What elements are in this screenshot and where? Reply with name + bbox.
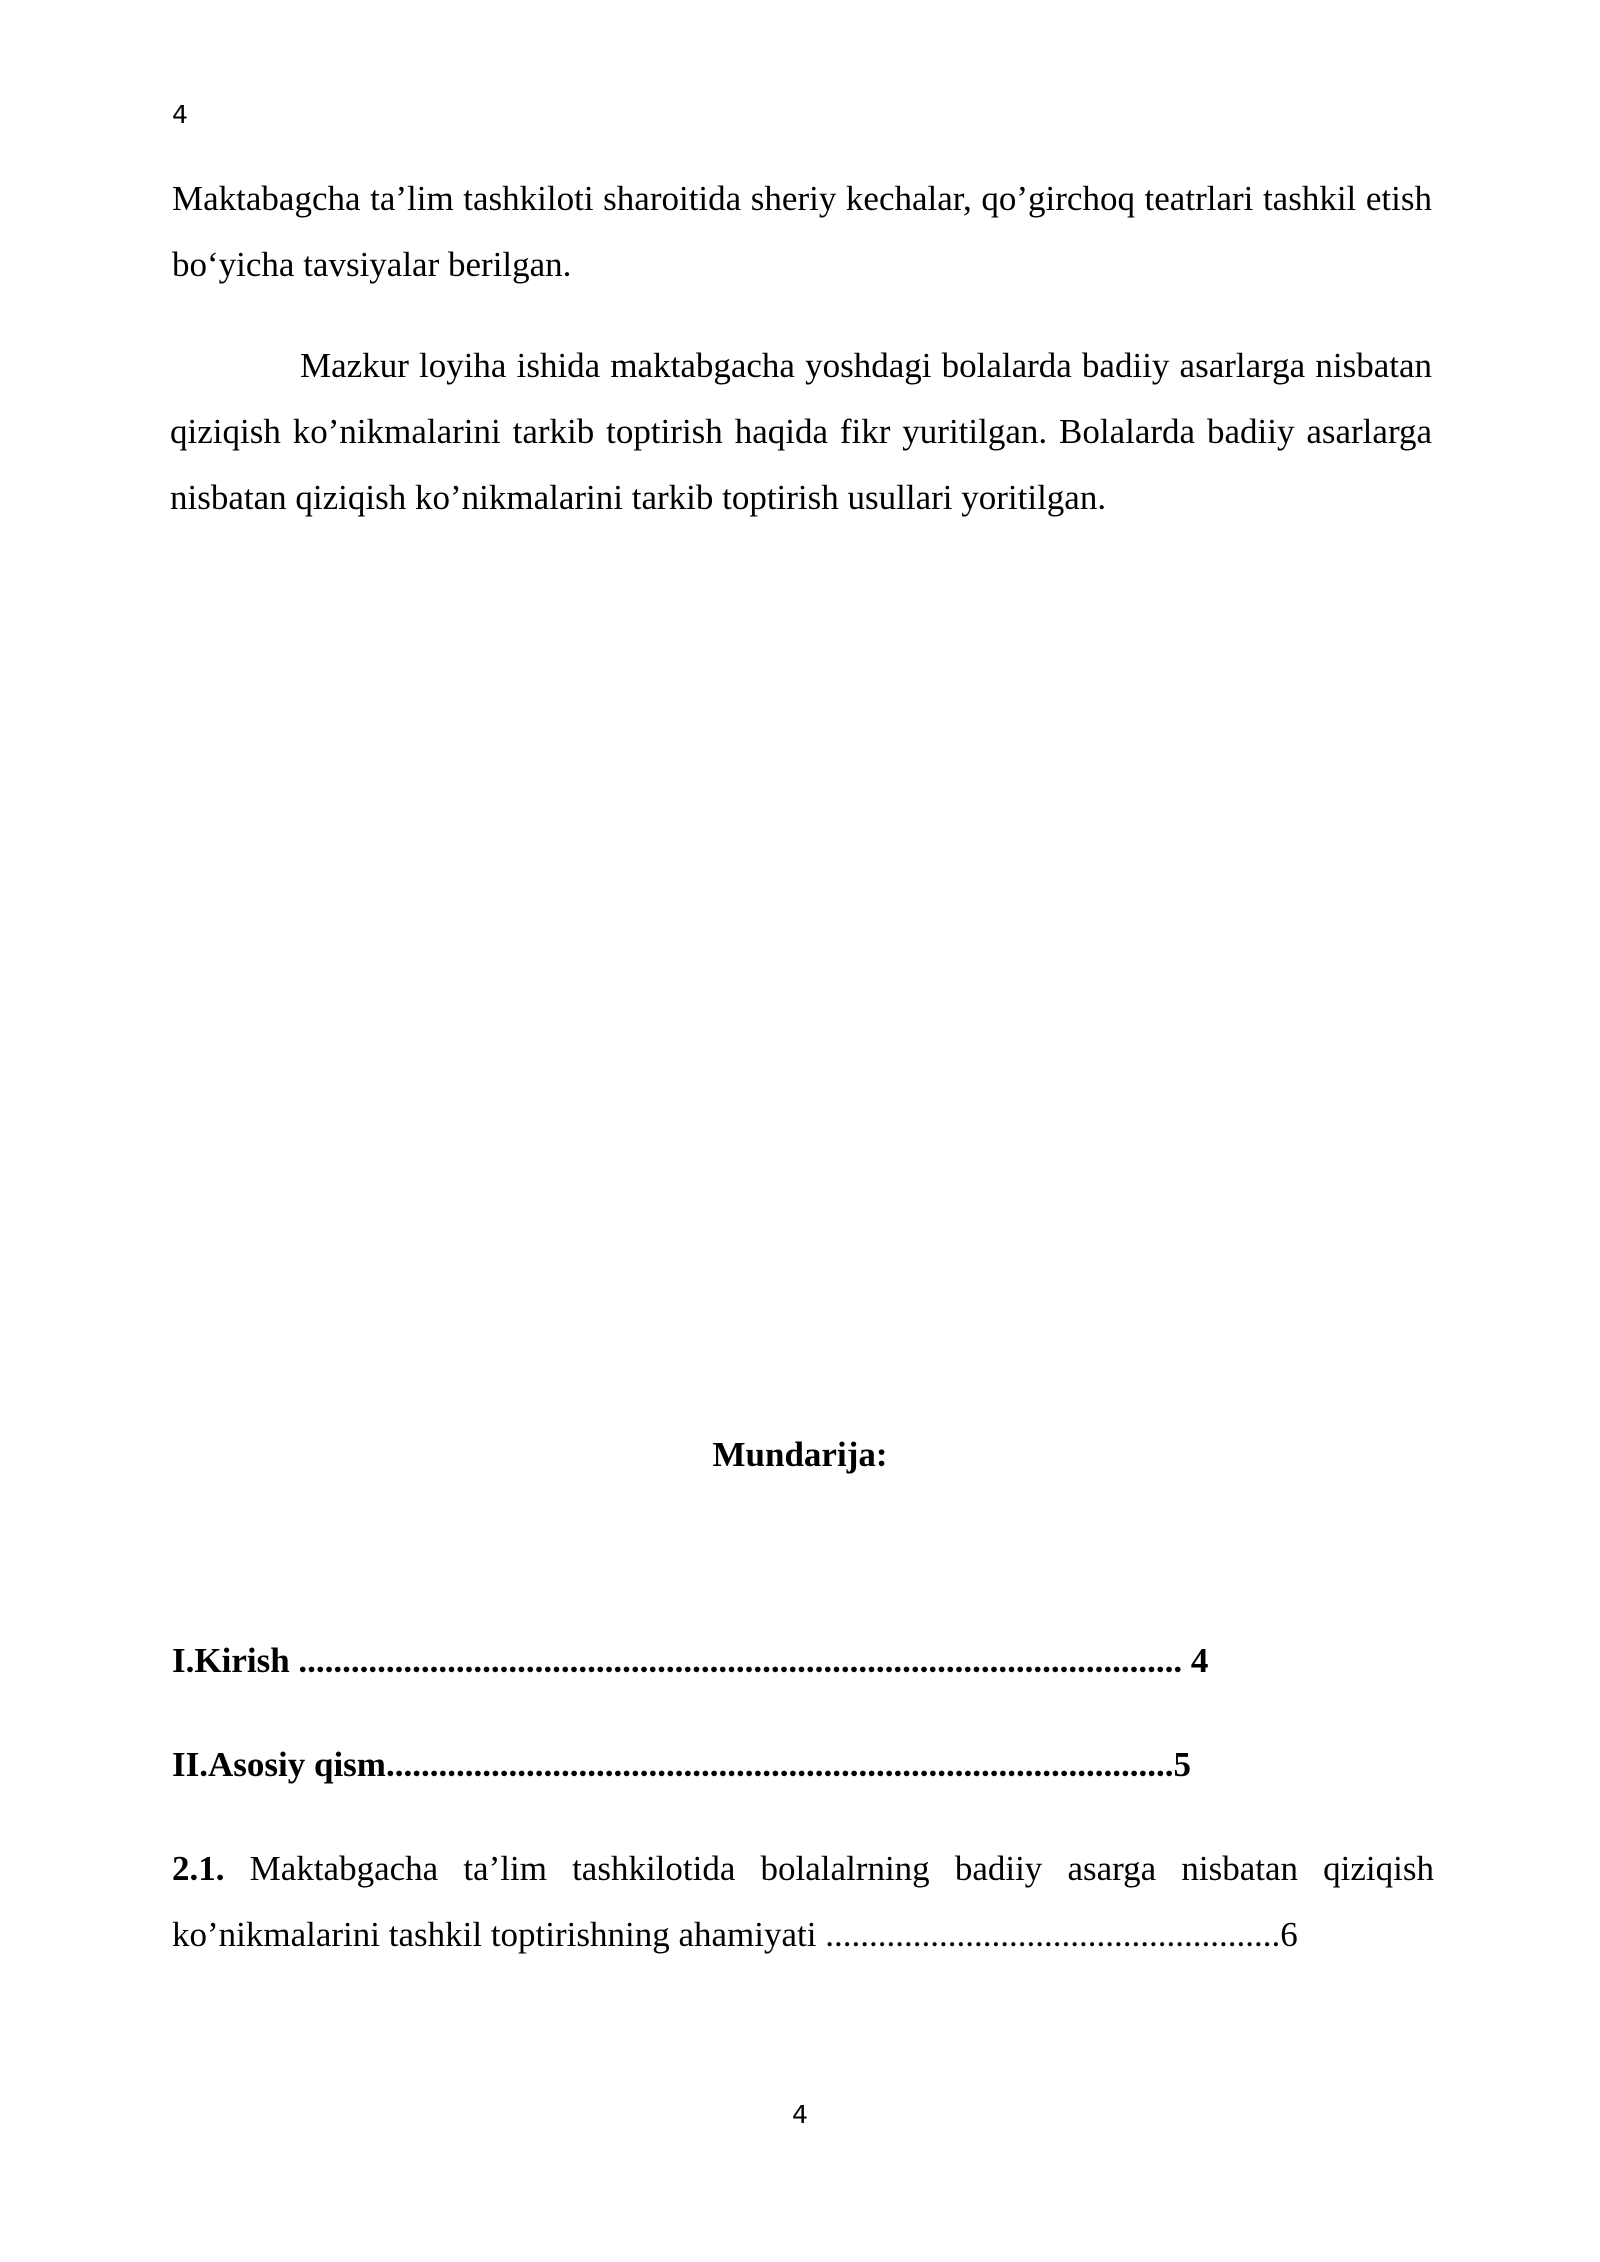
toc-heading: Mundarija: <box>712 1435 888 1474</box>
toc-item-page: 5 <box>1173 1745 1191 1784</box>
toc-item-page: 4 <box>1190 1641 1209 1680</box>
toc-item-label: I.Kirish <box>172 1641 299 1680</box>
body-paragraph-1: Maktabagcha ta’lim tashkiloti sharoitida sheriy kechalar, qo’girchoq teatrlari tashkil etish bo‘yicha tavsiyalar berilgan. <box>172 179 1432 284</box>
toc-item-kirish <box>172 1638 1408 1684</box>
body-paragraph-2: Mazkur loyiha ishida maktabgacha yoshdagi bolalarda badiiy asarlarga nisbatan qiziqish ko’nikmalarini tarkib toptirish haqida fikr yuritilgan. Bolalarda badiiy asarlarga nisbatan qiziqish ko’nikmalarini tarkib toptirish usullari yoritilgan. <box>170 346 1432 517</box>
toc-item-leader: .......................................................................................... <box>385 1745 1174 1784</box>
toc-item-text: Maktabgacha ta’lim tashkilotida bolalalrning badiiy asarga nisbatan qiziqish ko’nikmalarini tashkil toptirishning ahamiyati <box>172 1849 1434 1954</box>
toc-item-label: II.Asosiy qism <box>172 1745 386 1784</box>
toc-item-leader: .................................................... <box>825 1915 1281 1954</box>
toc-item-number: 2.1. <box>172 1849 225 1888</box>
toc-item-page: 6 <box>1280 1915 1298 1954</box>
header-page-number: 4 <box>172 100 188 129</box>
toc-item-2-1 <box>172 1836 1434 1968</box>
footer-page-number: 4 <box>792 2100 808 2129</box>
toc-item-asosiy-qism <box>172 1742 1408 1788</box>
toc-item-leader: ..................................................................................................... <box>298 1641 1191 1680</box>
